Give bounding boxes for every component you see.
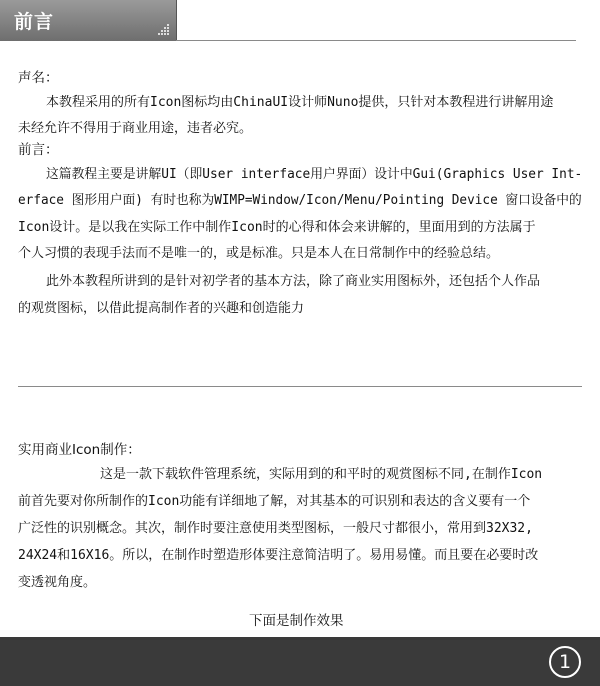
preface-line: 的观赏图标，以借此提高制作者的兴趣和创造能力	[18, 301, 305, 316]
section-line: 24X24和16X16。所以，在制作时塑造形体要注意简洁明了。易用易懂。而且要在必要时改	[18, 548, 539, 563]
preface-label: 前言：	[18, 142, 59, 158]
page-title: 前言	[14, 11, 55, 33]
section-line: 前首先要对你所制作的Icon功能有详细地了解，对其基本的可识别和表达的含义要有一个	[18, 494, 531, 509]
preface-line: 个人习惯的表现手法而不是唯一的，或是标准。只是本人在日常制作中的经验总结。	[18, 246, 500, 261]
statement-line: 本教程采用的所有Icon图标均由ChinaUI设计师Nuno提供，只针对本教程进行讲解用途	[46, 95, 554, 110]
statement-label: 声名：	[18, 70, 59, 86]
page-number-badge: 1	[549, 646, 581, 678]
section-line: 这是一款下载软件管理系统，实际用到的和平时的观赏图标不同,在制作Icon	[100, 467, 543, 482]
section-label: 实用商业Icon制作：	[18, 442, 141, 458]
preface-line: erface 图形用户面) 有时也称为WIMP=Window/Icon/Menu/Pointing Device 窗口设备中的	[18, 193, 582, 208]
statement-line: 未经允许不得用于商业用途，违者必究。	[18, 121, 253, 136]
preface-line: 这篇教程主要是讲解UI（即User interface用户界面）设计中Gui(Graphics User Int-	[46, 167, 583, 182]
header-rule	[176, 40, 576, 41]
section-line: 广泛性的识别概念。其次，制作时要注意使用类型图标，一般尺寸都很小，常用到32X32,	[18, 521, 533, 536]
section-divider	[18, 386, 582, 387]
header-tab	[0, 0, 177, 41]
section-line: 变透视角度。	[18, 575, 97, 590]
footer-bar	[0, 637, 600, 686]
preface-line: Icon设计。是以我在实际工作中制作Icon时的心得和体会来讲解的，里面用到的方法属于	[18, 220, 536, 235]
preface-line: 此外本教程所讲到的是针对初学者的基本方法，除了商业实用图标外，还包括个人作品	[46, 274, 541, 289]
resize-grip-icon	[156, 23, 170, 35]
effect-caption: 下面是制作效果	[249, 613, 344, 629]
